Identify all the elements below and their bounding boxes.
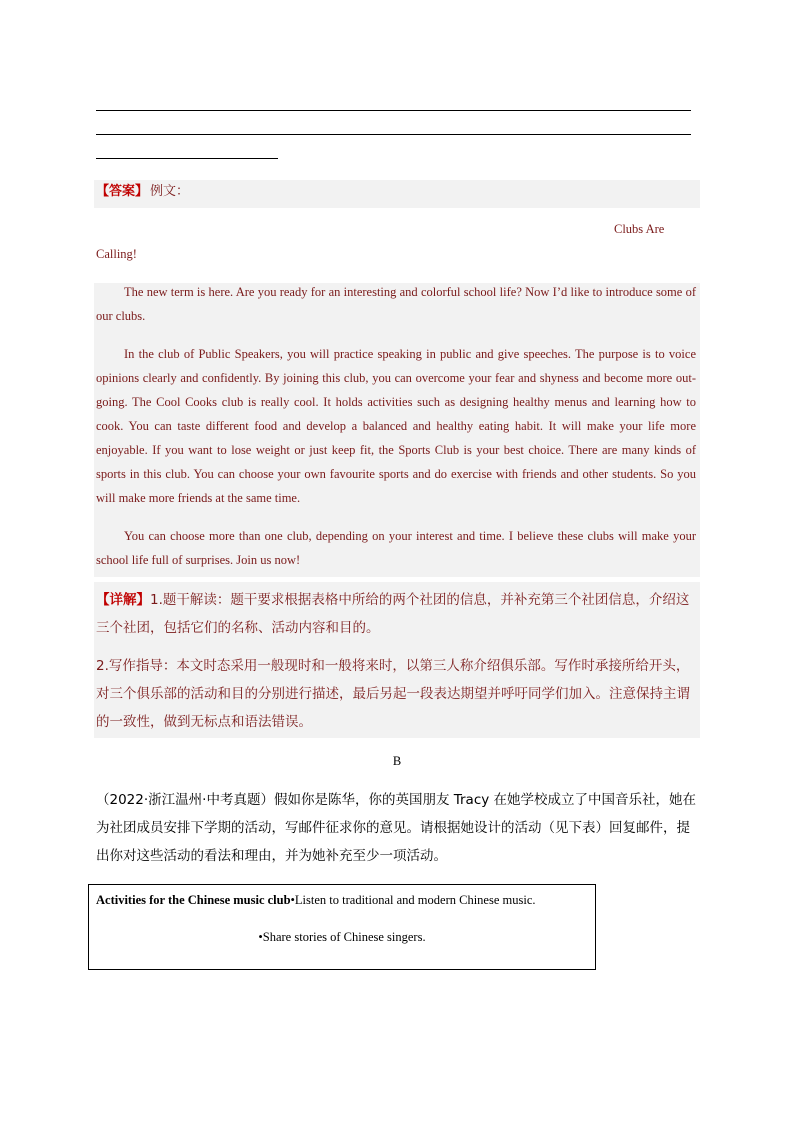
answer-line-3 [96,158,278,159]
analysis-point-1-text: 1.题干解读：题干要求根据表格中所给的两个社团的信息，并补充第三个社团信息，介绍这三个社团，包括它们的名称、活动内容和目的。 [96,592,690,636]
essay-title-part2: Calling! [96,247,137,261]
table-heading: Activities for the Chinese music club [96,893,291,907]
analysis-point-2: 2.写作指导：本文时态采用一般现时和一般将来时，以第三人称介绍俱乐部。写作时承接所给开头，对三个俱乐部的活动和目的分别进行描述，最后另起一段表达期望并呼吁同学们加入。注意保持主谓的一致性，做到无标点和语法错误。 [96,658,690,730]
essay-title-part1: Clubs Are [614,222,665,236]
answer-bracket: 【答案】 [96,184,149,199]
table-row-1 [96,893,536,908]
essay-paragraph-2: In the club of Public Speakers, you will practice speaking in public and give speeches. The purpose is to voice opinions clearly and confidently. By joining this club, you can overcome your fear and shyness and become more out-going. The Cool Cooks club is really cool. It holds activities such as designing healthy menus and learning how to cook. You can taste different food and develop a balanced and healthy eating habit. It will make your life more enjoyable. If you want to lose weight or just keep fit, the Sports Club is your best choice. There are many kinds of sports in this club. You can choose your own favourite sports and do exercise with friends and other students. So you will make more friends at the same time. [96,347,696,505]
essay-paragraph-3: You can choose more than one club, depending on your interest and time. I believe these clubs will make your school life full of surprises. Join us now! [96,529,696,567]
answer-line-2 [96,134,691,135]
essay-paragraph-1: The new term is here. Are you ready for an interesting and colorful school life? Now I’d like to introduce some of our clubs. [96,285,696,323]
section-label: B [392,754,402,768]
analysis-point-1 [96,586,698,642]
answer-lead: 例文： [150,184,190,199]
table-item-2: •Share stories of Chinese singers. [258,930,426,944]
question-text: （2022·浙江温州·中考真题）假如你是陈华，你的英国朋友 Tracy 在她学校成立了中国音乐社，她在为社团成员安排下学期的活动，写邮件征求你的意见。请根据她设计的活动（见下表）回复邮件，提出你对这些活动的看法和理由，并为她补充至少一项活动。 [96,792,697,864]
analysis-bracket: 【详解】 [96,592,150,608]
activities-table [88,884,596,970]
answer-heading [96,182,189,202]
answer-line-1 [96,110,691,111]
table-item-1: •Listen to traditional and modern Chinese music. [290,893,536,907]
